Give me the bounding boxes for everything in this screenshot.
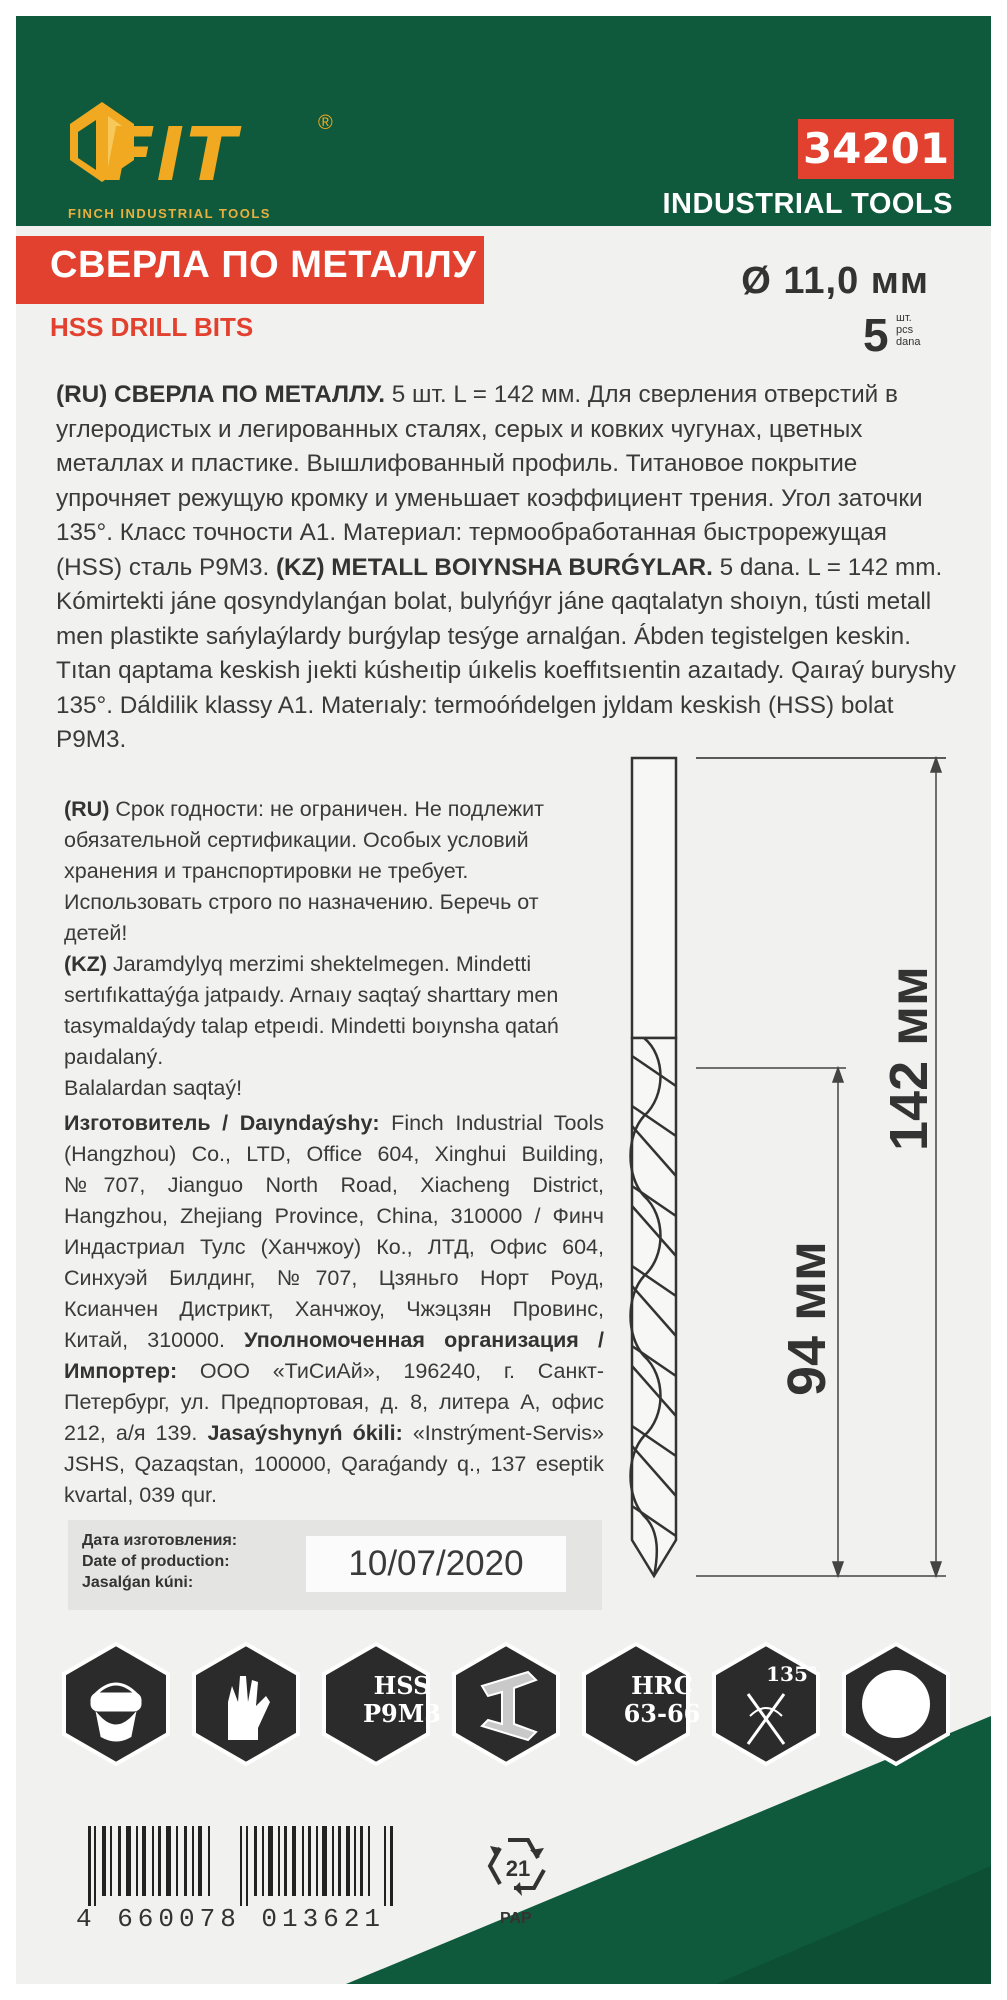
barcode-number: 4 660078 013621 [76,1904,386,1934]
diameter-label: Ø 11,0 мм [741,260,929,302]
total-length-label: 142 мм [879,966,939,1151]
quantity-value: 5 [863,309,889,361]
flute-length-label: 94 мм [777,1241,837,1396]
article-number-badge: 34201 [798,119,954,179]
barcode [88,1826,428,1906]
production-date-label: Дата изготовления: Date of production: Jasalǵan kúni: [82,1532,238,1591]
recycle-icon [478,1830,558,1910]
material-icon-text: HSS P9M3 [362,1671,441,1728]
drill-bit-drawing [626,756,966,1596]
product-title-ru: СВЕРЛА ПО МЕТАЛЛУ [50,244,477,286]
package-card [16,16,991,1984]
logo-wordmark: FIT [104,112,239,198]
quantity-units: шт. pcs dana [896,312,921,348]
product-title-en: HSS DRILL BITS [50,312,254,342]
recycle-code: 21 [505,1856,531,1881]
hardness-icon-text: HRC 63-66 [623,1671,701,1728]
registered-mark: ® [318,112,333,134]
angle-icon-text: 135° [766,1662,818,1686]
tagline: INDUSTRIAL TOOLS [662,188,953,220]
description-text: (RU) СВЕРЛА ПО МЕТАЛЛУ. 5 шт. L = 142 мм. Для сверления отверстий в углеродистых и легированных сталях, серых и ковких чугунах, цветных металлах и пластике. Вышлифованный профиль. Титановое покрытие упрочняет режущую кромку и уменьшает коэффициент трения. Угол заточки 135°. Класс точности А1. Материал: термообработанная быстрорежущая (HSS) сталь Р9М3. (KZ) METALL BOIYNSHA BURǴYLAR. 5 dana. L = 142 mm. Kómirtekti jáne qosyndylanǵan bolat, bulyńǵyr jáne qaqtalatyn shoıyn, tústi metall men plastikte sańylaýlardy burǵylap tesýge arnalǵan. Ábden tegistelgen keskin. Tıtan qaptama keskish jıekti kúsheıtip úıkelis koeffıtsıentin azaıtady. Qaıraý buryshy 135°. Dáldilik klassy A1. Materıaly: termoóńdelgen jyldam keskish (HSS) bolat P9M3. [56,381,956,753]
manufacturer-text: Изготовитель / Daıyndaýshy: Finch Industrial Tools (Hangzhou) Co., LTD, Office 604, Xinghui Building, №707, Jianguo North Road, Xiacheng District, Hangzhou, Zhejiang Province, China, 310000 / Финч Индастриал Тулс (Ханчжоу) Ко., ЛТД, Офис 604, Синхуэй Билдинг, №707, Цзяньго Норт Роуд, Ксианчен Дистрикт, Ханчжоу, Чжэцзян Провинс, Китай, 310000. Уполномоченная организация / Импортер: ООО «ТиСиАй», 196240, г. Санкт-Петербург, ул. Предпортовая, д. 8, литера А, офис 212, а/я 139. Jasaýshynyń ókili: «Instrýment-Servis» JSHS, Qazaqstan, 100000, Qaraǵandy q., 137 eseptik kvartal, 039 qur. [64,1111,604,1507]
production-date-value: 10/07/2020 [306,1536,566,1592]
logo-subtitle: FINCH INDUSTRIAL TOOLS [68,206,271,221]
storage-text: (RU) Срок годности: не ограничен. Не подлежит обязательной сертификации. Особых условий хранения и транспортировки не требует. Использовать строго по назначению. Беречь от детей! (KZ) Jaramdylyq merzimi shektelmegen. Mindetti sertıfıkattaýǵa jatpaıdy. Arnaıy saqtaý sharttary men tasymaldaýdy talap etpeıdi. Mindetti boıynsha qatań paıdalaný. Balalardan saqtaý! [64,797,559,1100]
feature-icons-row [56,1636,966,1796]
recycle-label: PAP [500,1910,532,1927]
